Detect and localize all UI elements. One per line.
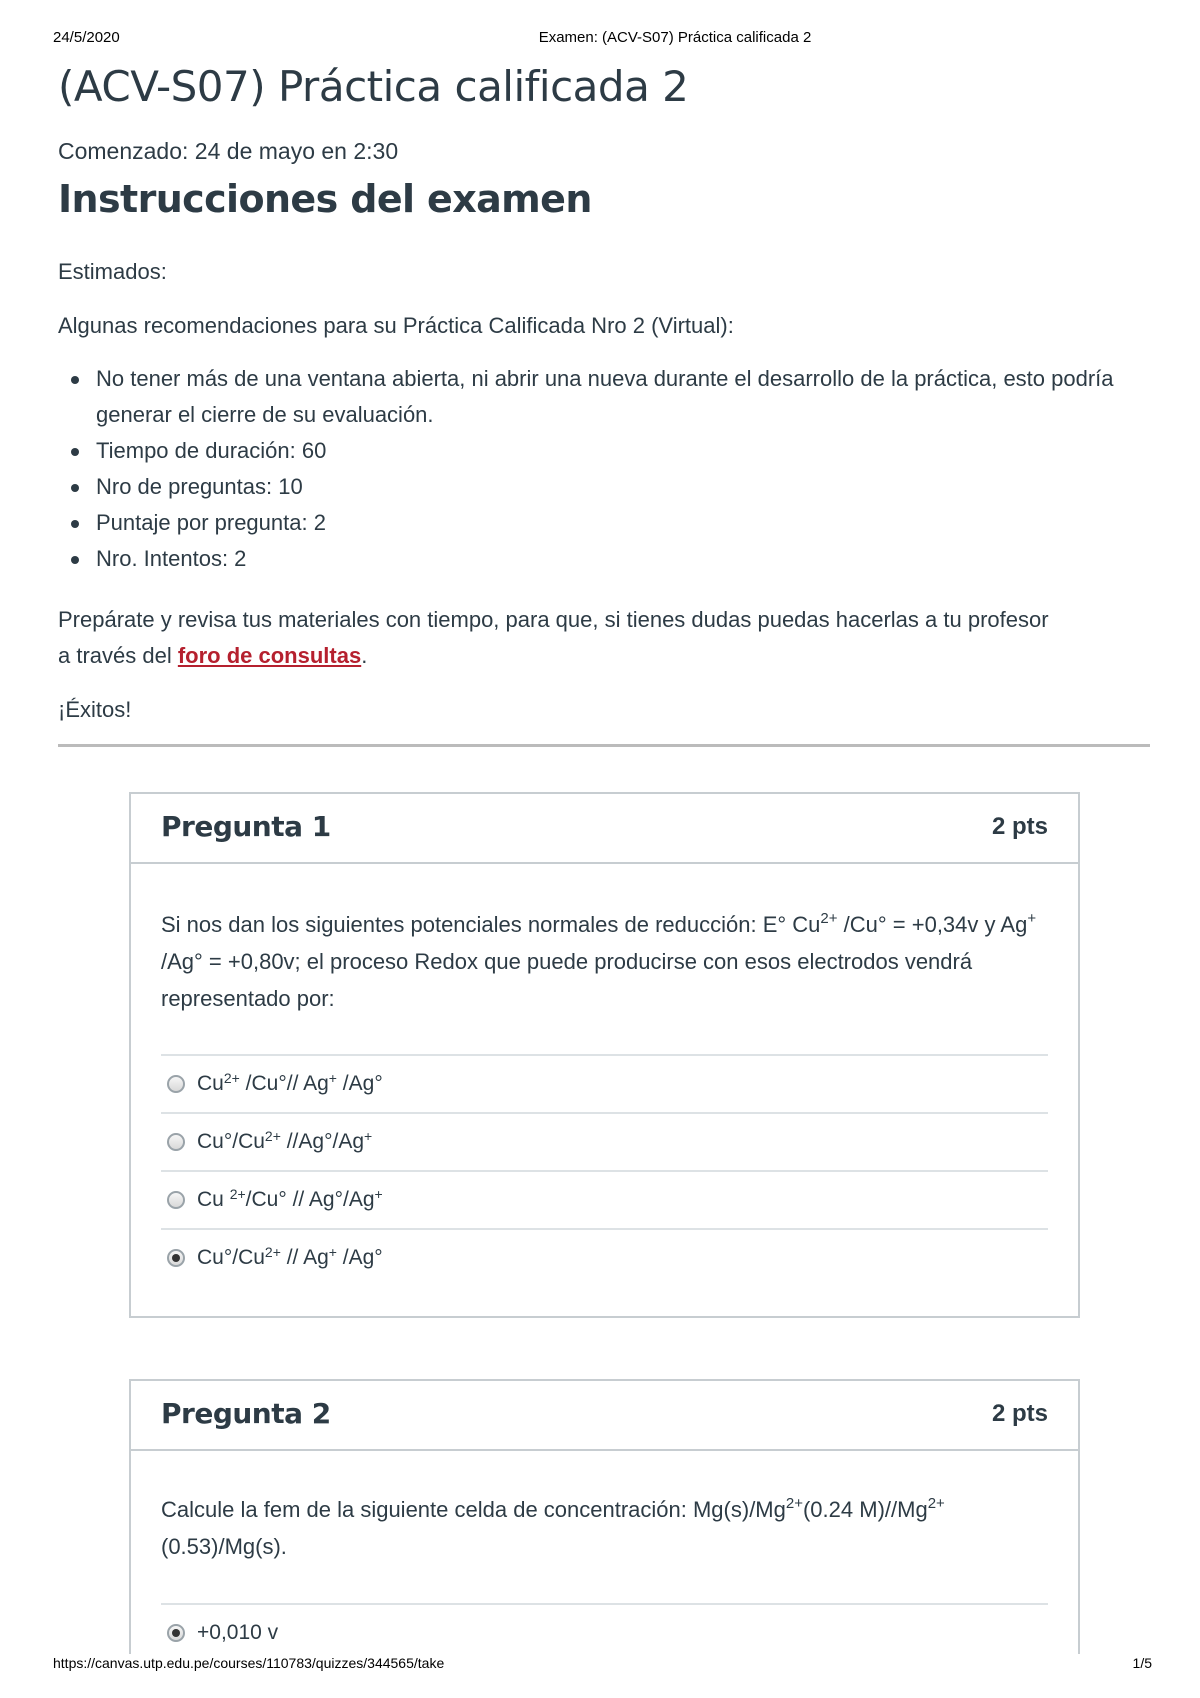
forum-link[interactable]: foro de consultas [177,643,362,668]
question-body [131,864,1078,1286]
question-points: 2 pts [991,813,1048,840]
prep-text: Prepárate y revisa tus materiales con tiempo, para que, si tienes dudas puedas hacerlas a tu profesor a través del [58,607,1049,668]
answer-option[interactable] [161,1114,1048,1172]
question-text-part: (0.24 M)//Mg [802,1497,928,1522]
question-text-sup: 2+ [927,1495,945,1512]
answer-list [161,1603,1048,1661]
question-text-part: Calcule la fem de la siguiente celda de concentración: Mg(s)/Mg [161,1497,786,1522]
question-card [129,1379,1080,1654]
prep-text-end: . [361,643,368,668]
instructions-list-item: Nro. Intentos: 2 [58,541,1158,577]
answer-label: +0,010 v [197,1621,279,1644]
print-url: https://canvas.utp.edu.pe/courses/110783/quizzes/344565/take [53,1655,445,1671]
instructions-closing: ¡Éxitos! [58,697,132,722]
radio-button[interactable] [167,1133,185,1151]
radio-button[interactable] [167,1249,185,1267]
question-text [161,1491,1048,1565]
question-text-part: /Ag° = +0,80v; el proceso Redox que puede producirse con esos electrodos vendrá representado por: [161,949,973,1011]
print-footer [0,1655,1200,1675]
answer-option[interactable] [161,1605,1048,1661]
instructions-prep-paragraph [58,602,1058,674]
question-text-part: (0.53)/Mg(s). [161,1534,287,1559]
section-divider [58,744,1150,747]
question-name: Pregunta 1 [161,810,331,843]
answer-label: $Cu^{2+}$ /Cu°// Ag+ /Ag° [197,1070,383,1095]
radio-button[interactable] [167,1191,185,1209]
question-name: Pregunta 2 [161,1397,331,1430]
answer-label: Cu $^{2+}$/Cu° // Ag°/Ag+ [197,1186,383,1211]
question-card [129,792,1080,1318]
question-points: 2 pts [991,1400,1048,1427]
print-document-title: Examen: (ACV-S07) Práctica calificada 2 [538,29,812,46]
print-page-number: 1/5 [1132,1655,1152,1671]
answer-label: $Cu^\circ/Cu^{2+} // Ag^+$ /Ag° [197,1244,383,1269]
question-header [131,794,1078,864]
question-text-sup: 2+ [820,910,838,927]
print-header [0,29,1200,49]
quiz-started-timestamp: Comenzado: 24 de mayo en 2:30 [58,138,399,164]
instructions-list-item: Nro de preguntas: 10 [58,469,1158,505]
question-text-part: /Cu° = +0,34v y Ag [837,912,1028,937]
question-body [131,1451,1078,1661]
question-text [161,906,1048,1017]
question-header [131,1381,1078,1451]
instructions-list-item: Puntaje por pregunta: 2 [58,505,1158,541]
question-text-part: Si nos dan los siguientes potenciales normales de reducción: E° Cu [161,912,821,937]
answer-list [161,1054,1048,1286]
instructions-intro: Algunas recomendaciones para su Práctica Calificada Nro 2 (Virtual): [58,313,734,338]
answer-option[interactable] [161,1056,1048,1114]
radio-button[interactable] [167,1075,185,1093]
answer-label: $Cu^\circ/Cu^{2+}$ //Ag°/Ag+ [197,1128,373,1153]
instructions-greeting: Estimados: [58,259,167,284]
question-text-sup: 2+ [785,1495,803,1512]
instructions-heading: Instrucciones del examen [58,177,592,221]
answer-option[interactable] [161,1230,1048,1286]
instructions-list-item: Tiempo de duración: 60 [58,433,1158,469]
question-text-sup: + [1027,910,1037,927]
answer-option[interactable] [161,1172,1048,1230]
quiz-title: (ACV-S07) Práctica calificada 2 [58,62,689,111]
print-date: 24/5/2020 [53,29,120,46]
radio-button[interactable] [167,1624,185,1642]
instructions-list [58,361,1158,577]
instructions-list-item: No tener más de una ventana abierta, ni abrir una nueva durante el desarrollo de la práctica, esto podría generar el cierre de su evaluación. [58,361,1158,433]
